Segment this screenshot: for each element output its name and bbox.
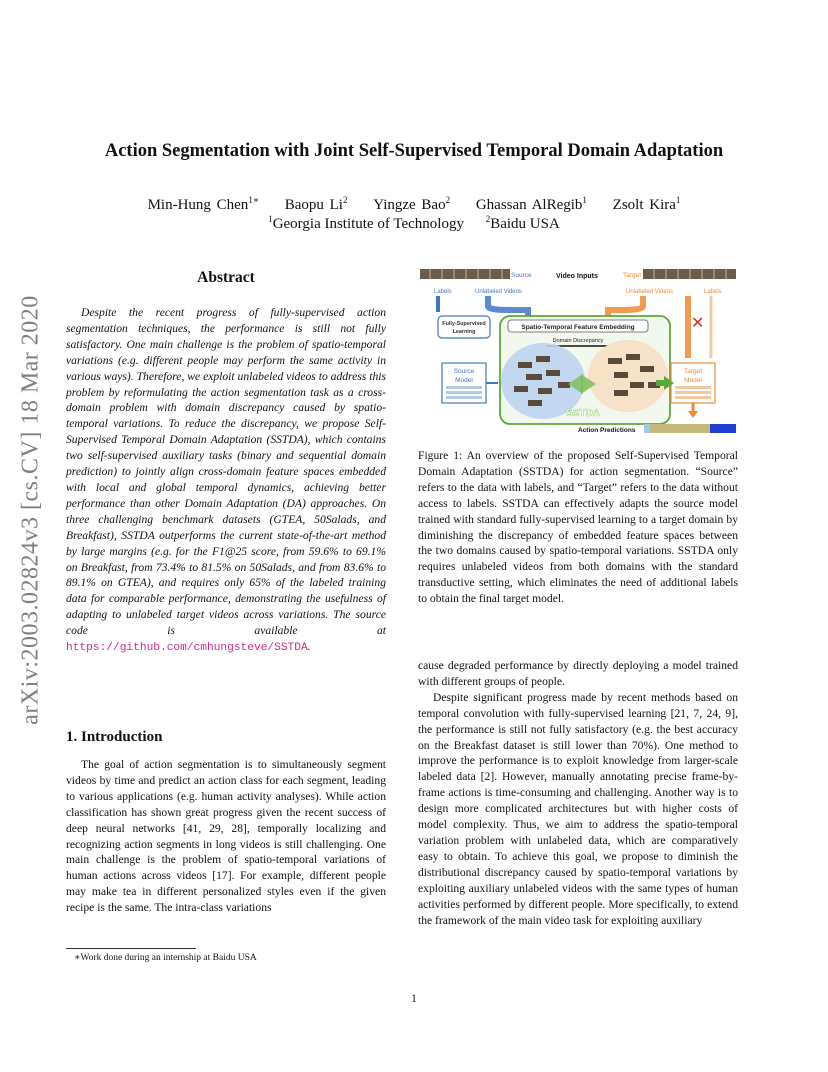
prediction-segment bbox=[650, 424, 710, 433]
source-label: Source bbox=[511, 272, 532, 279]
unlabeled-videos-left: Unlabeled Videos bbox=[475, 289, 522, 295]
no-labels-cross-icon: ✕ bbox=[691, 315, 705, 332]
paragraph: cause degraded performance by directly deploying a model trained with different groups of people. bbox=[418, 659, 738, 688]
affiliation: $^1$Georgia Institute of Technology bbox=[268, 214, 464, 232]
svg-text:Learning: Learning bbox=[452, 329, 476, 335]
figure-caption: Figure 1: An overview of the proposed Self-Supervised Temporal Domain Adaptation (SSTDA) for action segmentation. “Source” refers to the data with labels, and “Target” refers to the data without access to labels. SSTDA can effectively adapts the source model trained with standard fully-supervised learning to a target domain by diminishing the discrepancy of embedded feature spaces between the two domains caused by spatio-temporal variations. SSTDA only requires unlabeled videos from both domains with the standard transductive setting, which eliminates the need of additional labels to obtain the final target model. bbox=[418, 449, 738, 606]
author-list bbox=[0, 195, 828, 214]
prediction-segment bbox=[644, 424, 650, 433]
arxiv-identifier: arXiv:2003.02824v3 [cs.CV] 18 Mar 2020 bbox=[17, 295, 44, 725]
abstract-body: Despite the recent progress of fully-supervised action segmentation techniques, the performance is still not fully satisfactory. One main challenge is the problem of spatio-temporal variations (e.g. different people may perform the same activity in various ways). Therefore, we exploit unlabeled videos to address this problem by reformulating the action segmentation task as a cross-domain problem with domain discrepancy caused by spatio-temporal variations. To reduce the discrepancy, we propose Self-Supervised Temporal Domain Adaptation (SSTDA), which contains two self-supervised auxiliary tasks (binary and sequential domain prediction) to jointly align cross-domain feature spaces embedded with local and global temporal dynamics, achieving better performance than other Domain Adaptation (DA) approaches. On three challenging benchmark datasets (GTEA, 50Salads, and Breakfast), SSTDA outperforms the current state-of-the-art method by large margins (e.g. for the F1@25 score, from 59.6% to 69.1% on Breakfast, from 73.4% to 81.5% on 50Salads, and from 83.6% to 89.1% on GTEA), and requires only 65% of the labeled training data for comparable performance, demonstrating the usefulness of adapting to unlabeled target videos across variations. The source code is available at https://github.com/cmhungsteve/SSTDA. bbox=[66, 306, 386, 655]
author: Baopu Li$^2$ bbox=[284, 195, 348, 213]
sstda-label: SSTDA bbox=[566, 408, 600, 419]
svg-text:Target: Target bbox=[683, 368, 703, 375]
paragraph: Despite significant progress made by recent methods based on temporal convolution with fully-supervised learning [21, 7, 24, 9], the performance is still not fully satisfactory (e.g. the best accuracy on the Breakfast dataset is still lower than 70%). One method to improve the performance is to exploit knowledge from larger-scale labeled data [2]. However, manually annotating precise frame-by-frame actions is time-consuming and challenging. Another way is to design more complicated architectures but with higher costs of model complexity. Thus, we aim to address the spatio-temporal variation problem with unlabeled data, which are comparatively easy to obtain. To achieve this goal, we propose to diminish the distributional discrepancy caused by spatio-temporal variations by exploiting auxiliary unlabeled videos with the same types of human activities performed by different people. More specifically, to extend the framework of the main video task for exploiting auxiliary bbox=[418, 690, 738, 927]
labels-left: Labels bbox=[434, 289, 452, 295]
figure-1-diagram bbox=[418, 266, 738, 436]
paper-title: Action Segmentation with Joint Self-Supervised Temporal Domain Adaptation bbox=[104, 141, 724, 161]
fully-supervised-label: Fully-Supervised bbox=[442, 321, 486, 327]
affiliation-list bbox=[0, 214, 828, 233]
target-label: Target bbox=[623, 272, 642, 279]
author: Yingze Bao$^2$ bbox=[373, 195, 451, 213]
section-heading-introduction: 1. Introduction bbox=[66, 729, 163, 745]
introduction-body: The goal of action segmentation is to simultaneously segment videos by time and predict an action class for each segment, leading to various applications (e.g. human activity analyses). While action classification has shown great progress given the recent success of deep neural networks [41, 29, 28], temporally localizing and recognizing action segments in long videos is still challenging. One main challenge is the problem of spatio-temporal variations of human actions across videos [17]. For example, different people may make tea in different personalized styles even if the given recipe is the same. The intra-class variations bbox=[66, 758, 386, 915]
labels-right: Labels bbox=[704, 289, 722, 295]
svg-text:Model: Model bbox=[455, 377, 473, 384]
source-video-strip bbox=[420, 269, 510, 279]
abstract-text: Despite the recent progress of fully-supervised action segmentation techniques, the performance is still not fully satisfactory. One main challenge is the problem of spatio-temporal variations (e.g. different people may perform the same activity in various ways). Therefore, we exploit unlabeled videos to address this problem by reformulating the action segmentation task as a cross-domain problem with domain discrepancy caused by spatio-temporal variations. To reduce the discrepancy, we propose Self-Supervised Temporal Domain Adaptation (SSTDA), which contains two self-supervised auxiliary tasks (binary and sequential domain prediction) to jointly align cross-domain feature spaces embedded with local and global temporal dynamics, achieving better performance than other Domain Adaptation (DA) approaches. On three challenging benchmark datasets (GTEA, 50Salads, and Breakfast), SSTDA outperforms the current state-of-the-art method by large margins (e.g. for the F1@25 score, from 59.6% to 69.1% on Breakfast, from 73.4% to 81.5% on 50Salads, and from 83.6% to 89.1% on GTEA), and requires only 65% of the labeled training data for comparable performance, demonstrating the usefulness of adapting to unlabeled target videos across variations. The source code is available at bbox=[66, 306, 386, 638]
unlabeled-videos-right: Unlabeled Videos bbox=[626, 289, 673, 295]
action-predictions-label: Action Predictions bbox=[578, 427, 636, 434]
footnote-rule bbox=[66, 948, 196, 949]
affiliation: $^2$Baidu USA bbox=[485, 214, 560, 232]
domain-discrepancy-label: Domain Discrepancy bbox=[552, 338, 604, 344]
author: Min-Hung Chen$^{1∗}$ bbox=[147, 195, 259, 213]
author: Ghassan AlRegib$^1$ bbox=[475, 195, 587, 213]
abstract-heading: Abstract bbox=[197, 269, 255, 286]
embedding-label: Spatio-Temporal Feature Embedding bbox=[521, 324, 635, 331]
source-code-link[interactable]: https://github.com/cmhungsteve/SSTDA bbox=[66, 642, 308, 655]
footnote: ∗Work done during an internship at Baidu USA bbox=[74, 953, 257, 963]
right-column-text bbox=[418, 658, 738, 928]
prediction-segment bbox=[710, 424, 736, 433]
video-inputs-label: Video Inputs bbox=[556, 273, 598, 280]
svg-text:Source: Source bbox=[453, 368, 475, 375]
svg-text:Model: Model bbox=[684, 377, 702, 384]
author: Zsolt Kira$^1$ bbox=[612, 195, 681, 213]
page-number: 1 bbox=[411, 991, 417, 1005]
